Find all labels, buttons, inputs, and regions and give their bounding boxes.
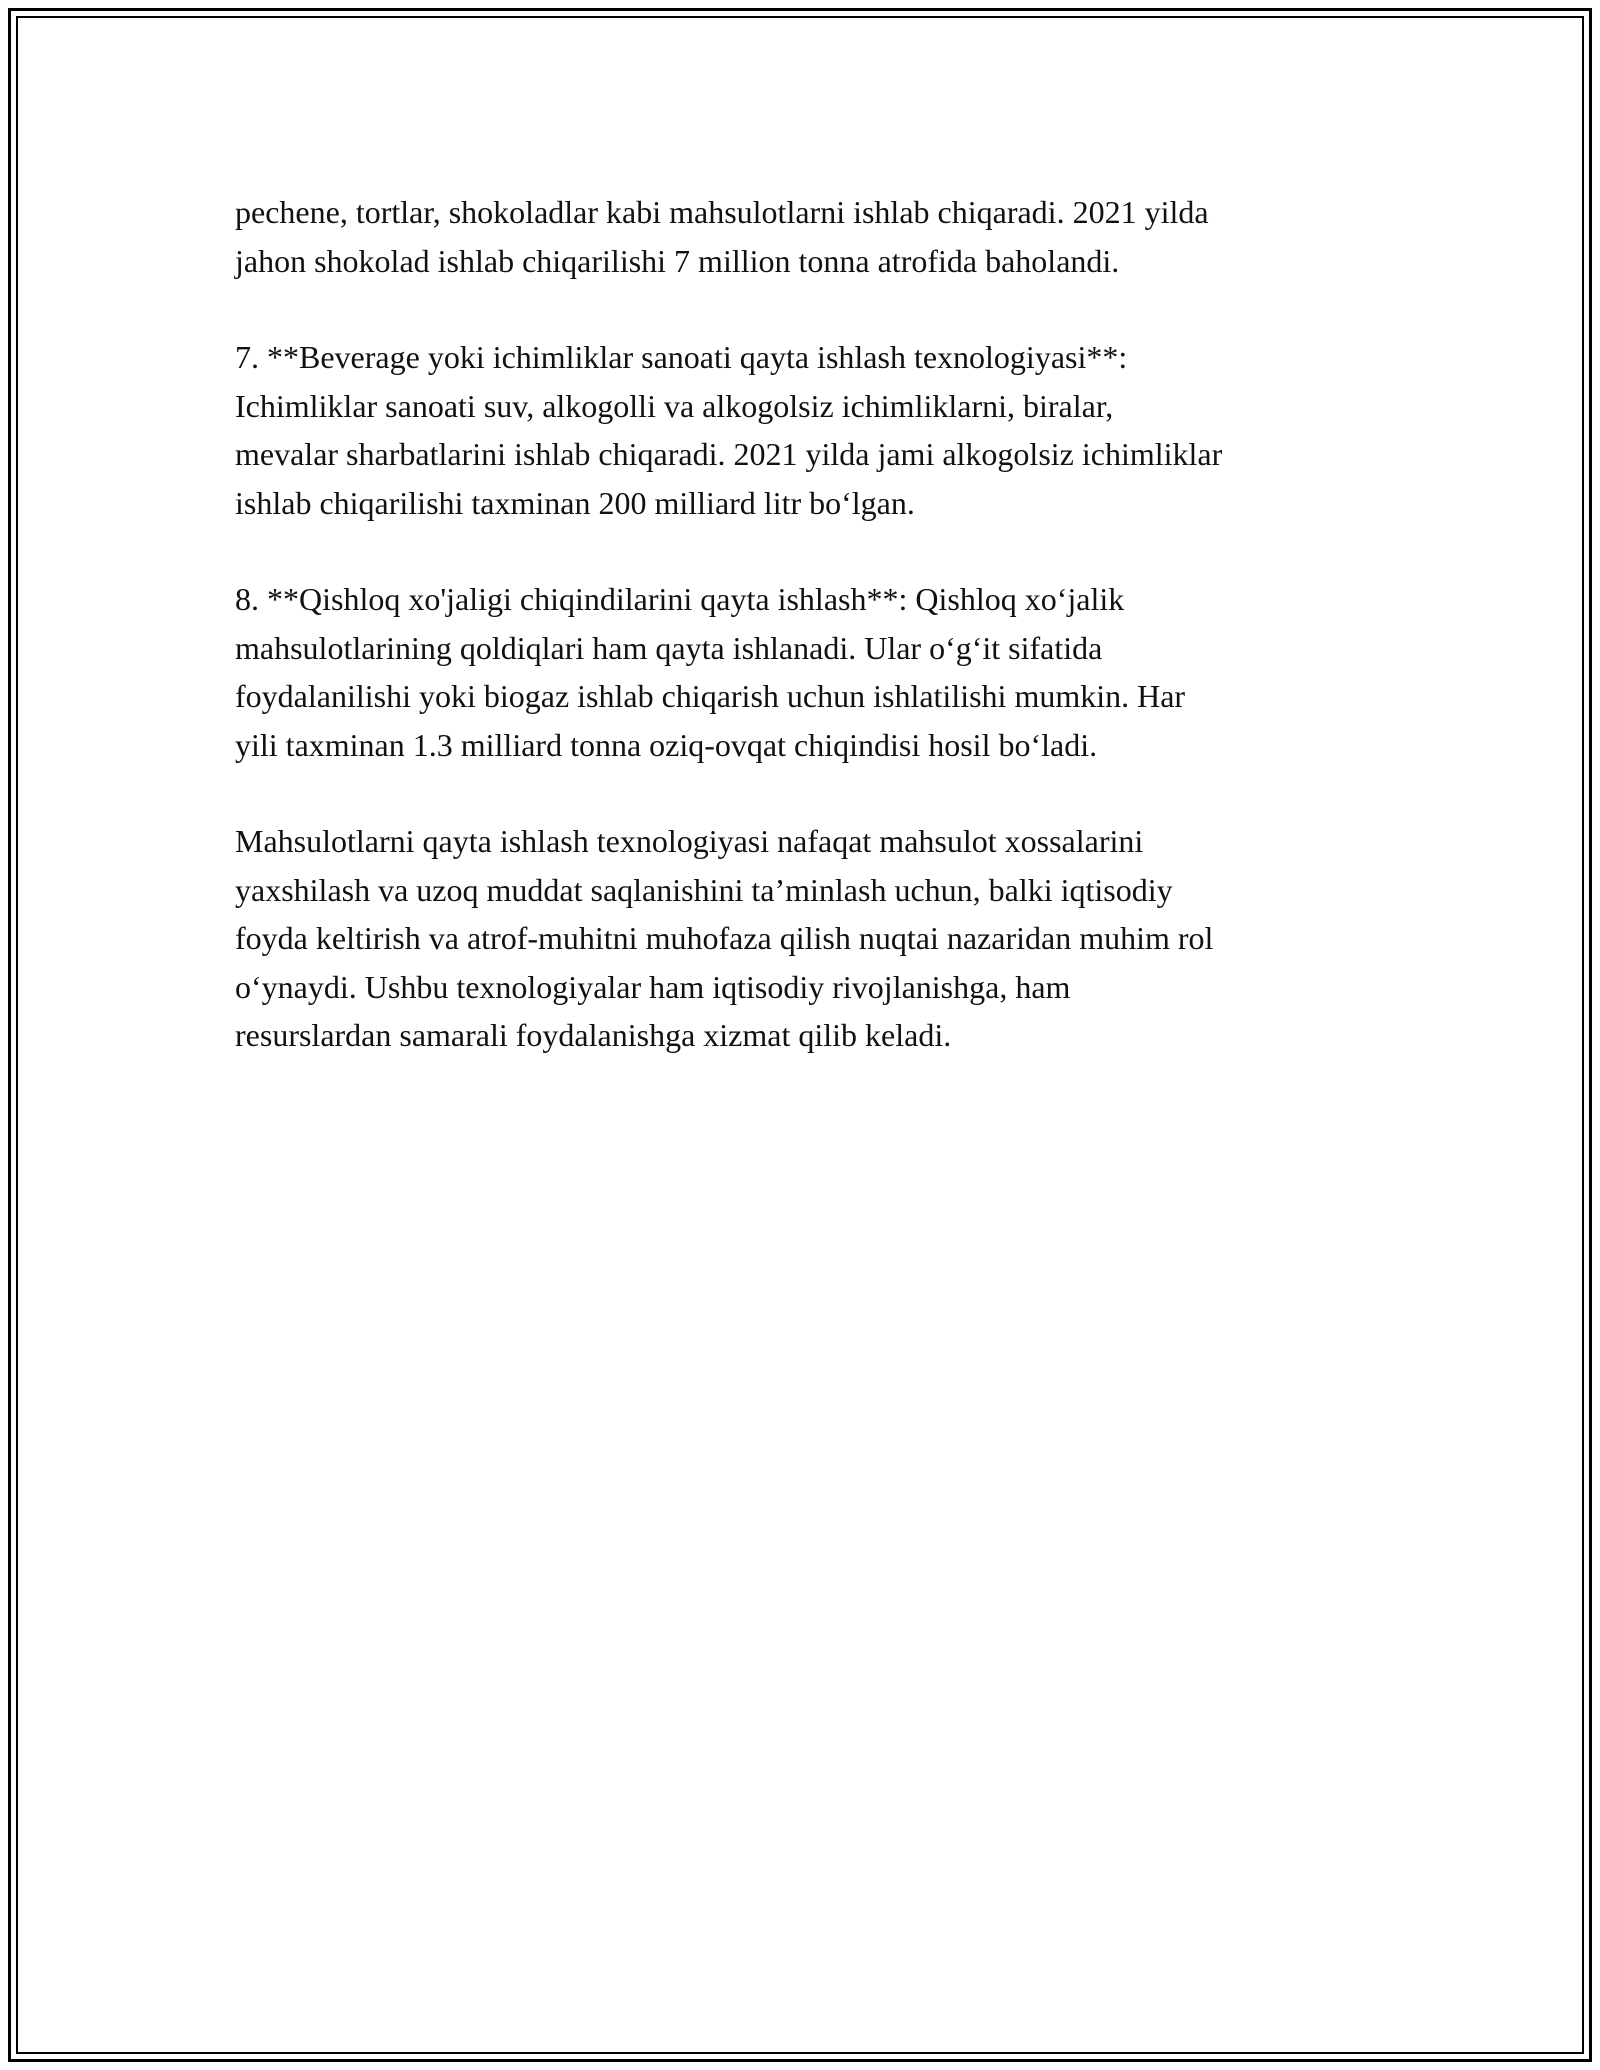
paragraph-agricultural-waste: 8. **Qishloq xo'jaligi chiqindilarini qayta ishlash**: Qishloq xo‘jalik mahsulotlarining qoldiqlari ham qayta ishlanadi. Ular o‘g‘it sifatida foydalanilishi yoki biogaz ishlab chiqarish uchun ishlatilishi mumkin. Har yili taxminan 1.3 milliard tonna oziq-ovqat chiqindisi hosil bo‘ladi. [235,581,1186,763]
paragraph-beverage-industry: 7. **Beverage yoki ichimliklar sanoati qayta ishlash texnologiyasi**: Ichimliklar sanoati suv, alkogolli va alkogolsiz ichimliklarni, biralar, mevalar sharbatlarini ishlab chiqaradi. 2021 yilda jami alkogolsiz ichimliklar ishlab chiqarilishi taxminan 200 milliard litr bo‘lgan. [235,339,1223,521]
paragraph-conclusion: Mahsulotlarni qayta ishlash texnologiyasi nafaqat mahsulot xossalarini yaxshilash va uzoq muddat saqlanishini ta’minlash uchun, balki iqtisodiy foyda keltirish va atrof-muhitni muhofaza qilish nuqtai nazaridan muhim rol o‘ynaydi. Ushbu texnologiyalar ham iqtisodiy rivojlanishga, ham resurslardan samarali foydalanishga xizmat qilib keladi. [235,823,1214,1053]
document-body [235,188,1385,1108]
paragraph-chocolate-production: pechene, tortlar, shokoladlar kabi mahsulotlarni ishlab chiqaradi. 2021 yilda jahon shokolad ishlab chiqarilishi 7 million tonna atrofida baholandi. [235,194,1209,279]
